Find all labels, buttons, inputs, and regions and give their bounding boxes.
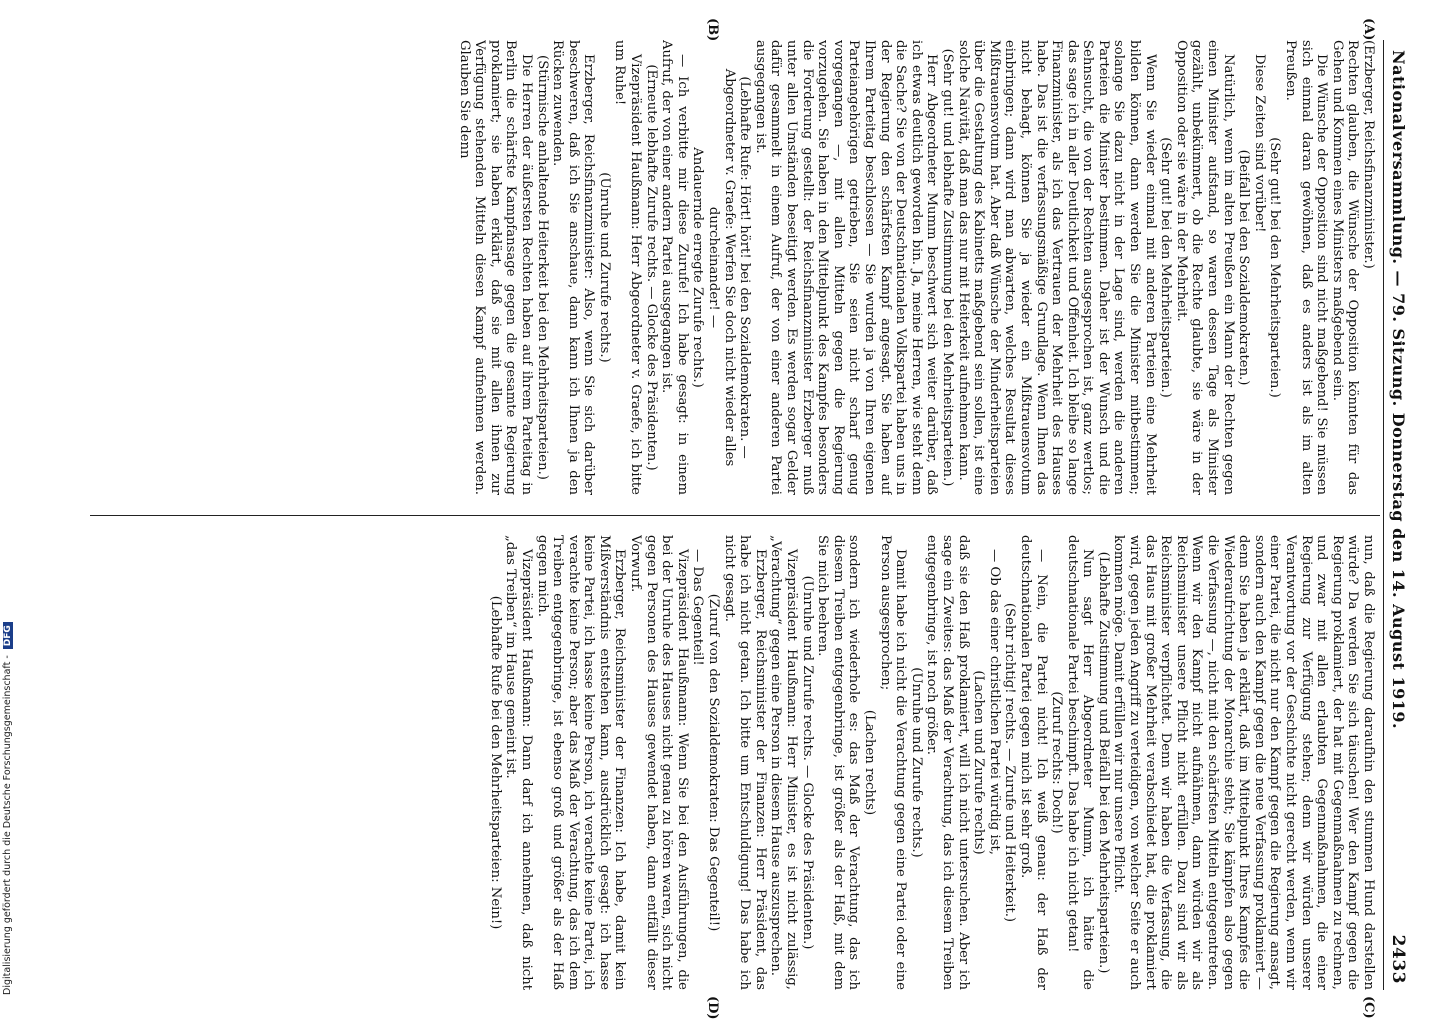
margin-marker-d: (D) [705, 996, 720, 1020]
interjection-paragraph: (Unruhe und Zurufe rechts.) [596, 172, 612, 363]
interjection-paragraph: (Lebhafte Zustimmung und Beifall bei den Mehrheitsparteien.) [1095, 551, 1111, 974]
credit-text: Digitalisierung gefördert durch die Deutsche Forschungsgemeinschaft - [2, 655, 13, 995]
text-paragraph: — Nein, die Partei nicht! Ich weiß genau: der Haß der deutschnationalen Partei gegen mich ist sehr groß. [1017, 535, 1049, 990]
interjection-paragraph: (Sehr gut! bei den Mehrheitsparteien.) [1267, 137, 1283, 398]
text-paragraph: Vizepräsident Haußmann: Herr Abgeordneter v. Graefe, ich bitte um Ruhe! [612, 40, 644, 495]
interjection-paragraph: (Lachen und Zurufe rechts) [971, 670, 987, 855]
text-paragraph: Damit habe ich nicht die Verachtung gegen eine Partei oder eine Person ausgesprochen; [877, 535, 909, 990]
interjection-paragraph: (Lebhafte Rufe: Hört! hört! bei den Sozialdemokraten. — Abgeordneter v. Graefe: Werfen Sie doch nicht wieder alles durcheinander! — [706, 68, 753, 467]
text-paragraph: Vizepräsident Haußmann: Wenn Sie bei den Ausführungen, die bei der Unruhe des Hauses nicht genau zu hören waren, sich nicht gegen Personen des Hauses gewendet haben, dann entfällt dieser Vorwurf. [628, 535, 690, 990]
rotated-document-page [85, 18, 1410, 1020]
left-text-column [96, 40, 1376, 495]
interjection-paragraph: (Sehr richtig! rechts. — Zurufe und Heiterkeit.) [1002, 602, 1018, 923]
margin-marker-a: (A) [1361, 18, 1376, 41]
dfg-logo: DFG [3, 622, 13, 649]
interjection-paragraph: (Unruhe und Zurufe rechts.) [908, 667, 924, 858]
text-paragraph: Erzberger, Reichsminister der Finanzen: Herr Präsident, das habe ich nicht getan. Ich bitte um Entschuldigung! Das habe ich nicht gesagt. [721, 535, 768, 990]
text-paragraph: Herr Abgeordneter Mumm beschwert sich weiter darüber, daß ich etwas deutlich geworden bin. Ja, meine Herren, wie steht denn die Sache? Sie von der Deutschnationalen Volkspartei haben uns in der Regierung den schärfsten Kampf angesagt. Sie haben auf Ihrem Parteitag beschlossen — Sie wurden ja von Ihren eigenen Parteiangehörigen getrieben, Sie seien nicht scharf genug vorgegangen —, mit allen Mitteln gegen die Regierung vorzugehen. Sie haben in den Mittelpunkt des Kampfes besonders die Forderung gestellt: der Reichsfinanzminister Erzberger muß unter allen Umständen beseitigt werden. Es werden sogar Gelder dafür gesammelt in einem Aufruf, der von einer anderen Partei ausgegangen ist. [752, 40, 940, 495]
margin-marker-b: (B) [705, 18, 720, 42]
text-paragraph: — Das Gegenteil! [690, 549, 706, 666]
right-text-column [96, 535, 1376, 990]
text-paragraph: — Ich verbitte mir diese Zurufe! Ich habe gesagt: in einem Aufruf, der von einer andern Partei ausgegangen ist. [659, 40, 690, 495]
interjection-paragraph: (Stürmische anhaltende Heiterkeit bei den Mehrheitsparteien.) [534, 55, 550, 480]
margin-marker-c: (C) [1361, 996, 1376, 1019]
text-paragraph: Wenn Sie wieder einmal mit anderen Parteien eine Mehrheit bilden können, dann werden Sie die Minister mitbestimmen; solange Sie dazu nicht in der Lage sind, werden die anderen Parteien die Minister bestimmen. Daher ist der Wunsch und die Sehnsucht, die von der Rechten ausgesprochen ist, ganz wertlos; das sage ich in aller Deutlichkeit und Offenheit. Ich bleibe so lange Finanzminister, als ich das Vertrauen der Mehrheit des Hauses habe. Das ist die verfassungsmäßige Grundlage. Wenn Ihnen das nicht behagt, können Sie ja wieder ein Mißtrauensvotum einbringen; dann wird man abwarten, welches Resultat dieses Mißtrauensvotum hat. Aber daß Wünsche der Minderheitsparteien über die Gestaltung des Kabinetts maßgebend sein sollen, ist eine solche Naivität, daß man das nur mit Heiterkeit aufnehmen kann. [955, 40, 1158, 495]
interjection-paragraph: (Sehr gut! bei den Mehrheitsparteien.) [1158, 137, 1174, 398]
interjection-paragraph: (Sehr gut! und lebhafte Zustimmung bei den Mehrheitsparteien.) [939, 48, 955, 487]
text-paragraph: Erzberger, Reichsminister der Finanzen: Ich habe, damit kein Mißverständnis entstehen kann, ausdrücklich gesagt: ich hasse keine Partei, ich hasse keine Person, ich verachte keine Partei, ich verachte keine Person; aber das Maß der Verachtung, das ich dem Treiben entgegenbringe, ist ebenso groß und größer als der Haß gegen mich. [534, 535, 628, 990]
text-paragraph: Natürlich, wenn im alten Preußen ein Mann der Rechten gegen einen Minister aufstand, so waren dessen Tage als Minister gezählt, unbekümmert, ob die Rechte glaubte, sie wäre in der Opposition oder sie wäre in der Mehrheit. [1173, 40, 1236, 495]
text-paragraph: Die Herren der äußersten Rechten haben auf ihrem Parteitag in Berlin die schärfste Kampfansage gegen die gesamte Regierung proklamiert; sie haben erklärt, daß sie mit allen ihnen zur Verfügung stehenden Mitteln diesen Kampf aufnehmen werden. Glauben Sie denn [456, 40, 534, 495]
text-paragraph: nun, daß die Regierung daraufhin den stummen Hund darstellen würde? Da werden Sie sich täuschen! Wer den Kampf gegen die Regierung proklamiert, der hat mit Gegenmaßnahmen zu rechnen, und zwar mit allen erlaubten Gegenmaßnahmen, die einer Regierung zur Verfügung stehen; denn wir würden unserer Verantwortung vor der Geschichte nicht gerecht werden, wenn wir einer Partei, die nicht nur den Kampf gegen die Regierung ansagt, sondern auch den Kampf gegen die neue Verfassung proklamiert — denn Sie haben ja erklärt, daß im Mittelpunkt Ihres Kampfes die Wiederaufrichtung der Monarchie steht; Sie kämpfen also gegen die Verfassung —, nicht mit den schärfsten Mitteln entgegentreten. Wenn wir den Kampf nicht aufnähmen, dann würden wir als Reichsminister unsere Pflicht nicht erfüllen. Dazu sind wir als Reichsminister verpflichtet. Denn wir haben die Verfassung, die das Haus mit großer Mehrheit verabschiedet hat, die proklamiert wird, gegen jeden Angriff zu verteidigen, von welcher Seite er auch kommen möge. Damit erfüllen wir nur unsere Pflicht. [1111, 535, 1376, 990]
interjection-paragraph: (Zuruf von den Sozialdemokraten: Das Gegenteil!) [706, 593, 722, 932]
text-paragraph: — Ob das einer christlichen Partei würdig ist, [986, 549, 1002, 855]
text-paragraph: Nun sagt Herr Abgeordneter Mumm, ich hätte die deutschnationale Partei beschimpft. Das habe ich nicht getan! [1064, 535, 1096, 990]
interjection-paragraph: (Unruhe und Zurufe rechts. — Glocke des Präsidenten.) [799, 575, 815, 950]
text-paragraph: daß sie den Haß proklamiert, will ich nicht untersuchen. Aber ich sage ein Zweites: das Maß der Verachtung, das ich diesem Treiben entgegenbringe, ist noch größer. [924, 535, 971, 990]
column-divider [90, 515, 1380, 516]
text-paragraph: Vizepräsident Haußmann: Herr Minister, es ist nicht zulässig, „Verachtung“ gegen eine Person in diesem Hause auszusprechen. [768, 535, 800, 990]
text-paragraph: Erzberger, Reichsfinanzminister: Also, wenn Sie sich darüber beschweren, daß ich Sie anschaue, dann kann ich Ihnen ja den Rücken zuwenden. [550, 40, 597, 495]
text-paragraph: Die Wünsche der Opposition sind nicht maßgebend! Sie müssen sich einmal daran gewöhnen, daß es anders ist als im alten Preußen. [1283, 40, 1330, 495]
interjection-paragraph: Andauernde erregte Zurufe rechts.) [690, 147, 706, 388]
text-paragraph: Vizepräsident Haußmann: Dann darf ich annehmen, daß nicht „das Treiben“ im Hause gemeint ist. [503, 535, 534, 990]
interjection-paragraph: (Lebhafte Rufe bei den Mehrheitsparteien: Nein!) [487, 595, 503, 930]
text-paragraph: Diese Zeiten sind vorüber! [1251, 54, 1267, 233]
page-header [1382, 40, 1410, 990]
interjection-paragraph: (Erneute lebhafte Zurufe rechts. — Glocke des Präsidenten.) [643, 64, 659, 471]
text-paragraph: Rechten glauben, die Wünsche der Opposition könnten für das Gehen und Kommen eines Ministers maßgebend sein. [1329, 40, 1361, 495]
page-number: 2433 [1388, 934, 1408, 984]
interjection-paragraph: (Beifall bei den Sozialdemokraten.) [1236, 149, 1252, 386]
interjection-paragraph: (Lachen rechts) [862, 709, 877, 816]
text-paragraph: (Erzberger, Reichsfinanzminister.) [1361, 40, 1376, 269]
digitization-credit [2, 55, 13, 995]
header-rule [1383, 40, 1384, 990]
text-paragraph: sondern ich wiederhole es: das Maß der Verachtung, das ich diesem Treiben entgegenbringe, ist größer als der Haß, mit dem Sie mich beehren. [815, 535, 862, 990]
interjection-paragraph: (Zuruf rechts: Doch!) [1049, 691, 1065, 834]
session-title: Nationalversammlung. — 79. Sitzung. Donnerstag den 14. August 1919. [1389, 50, 1408, 730]
